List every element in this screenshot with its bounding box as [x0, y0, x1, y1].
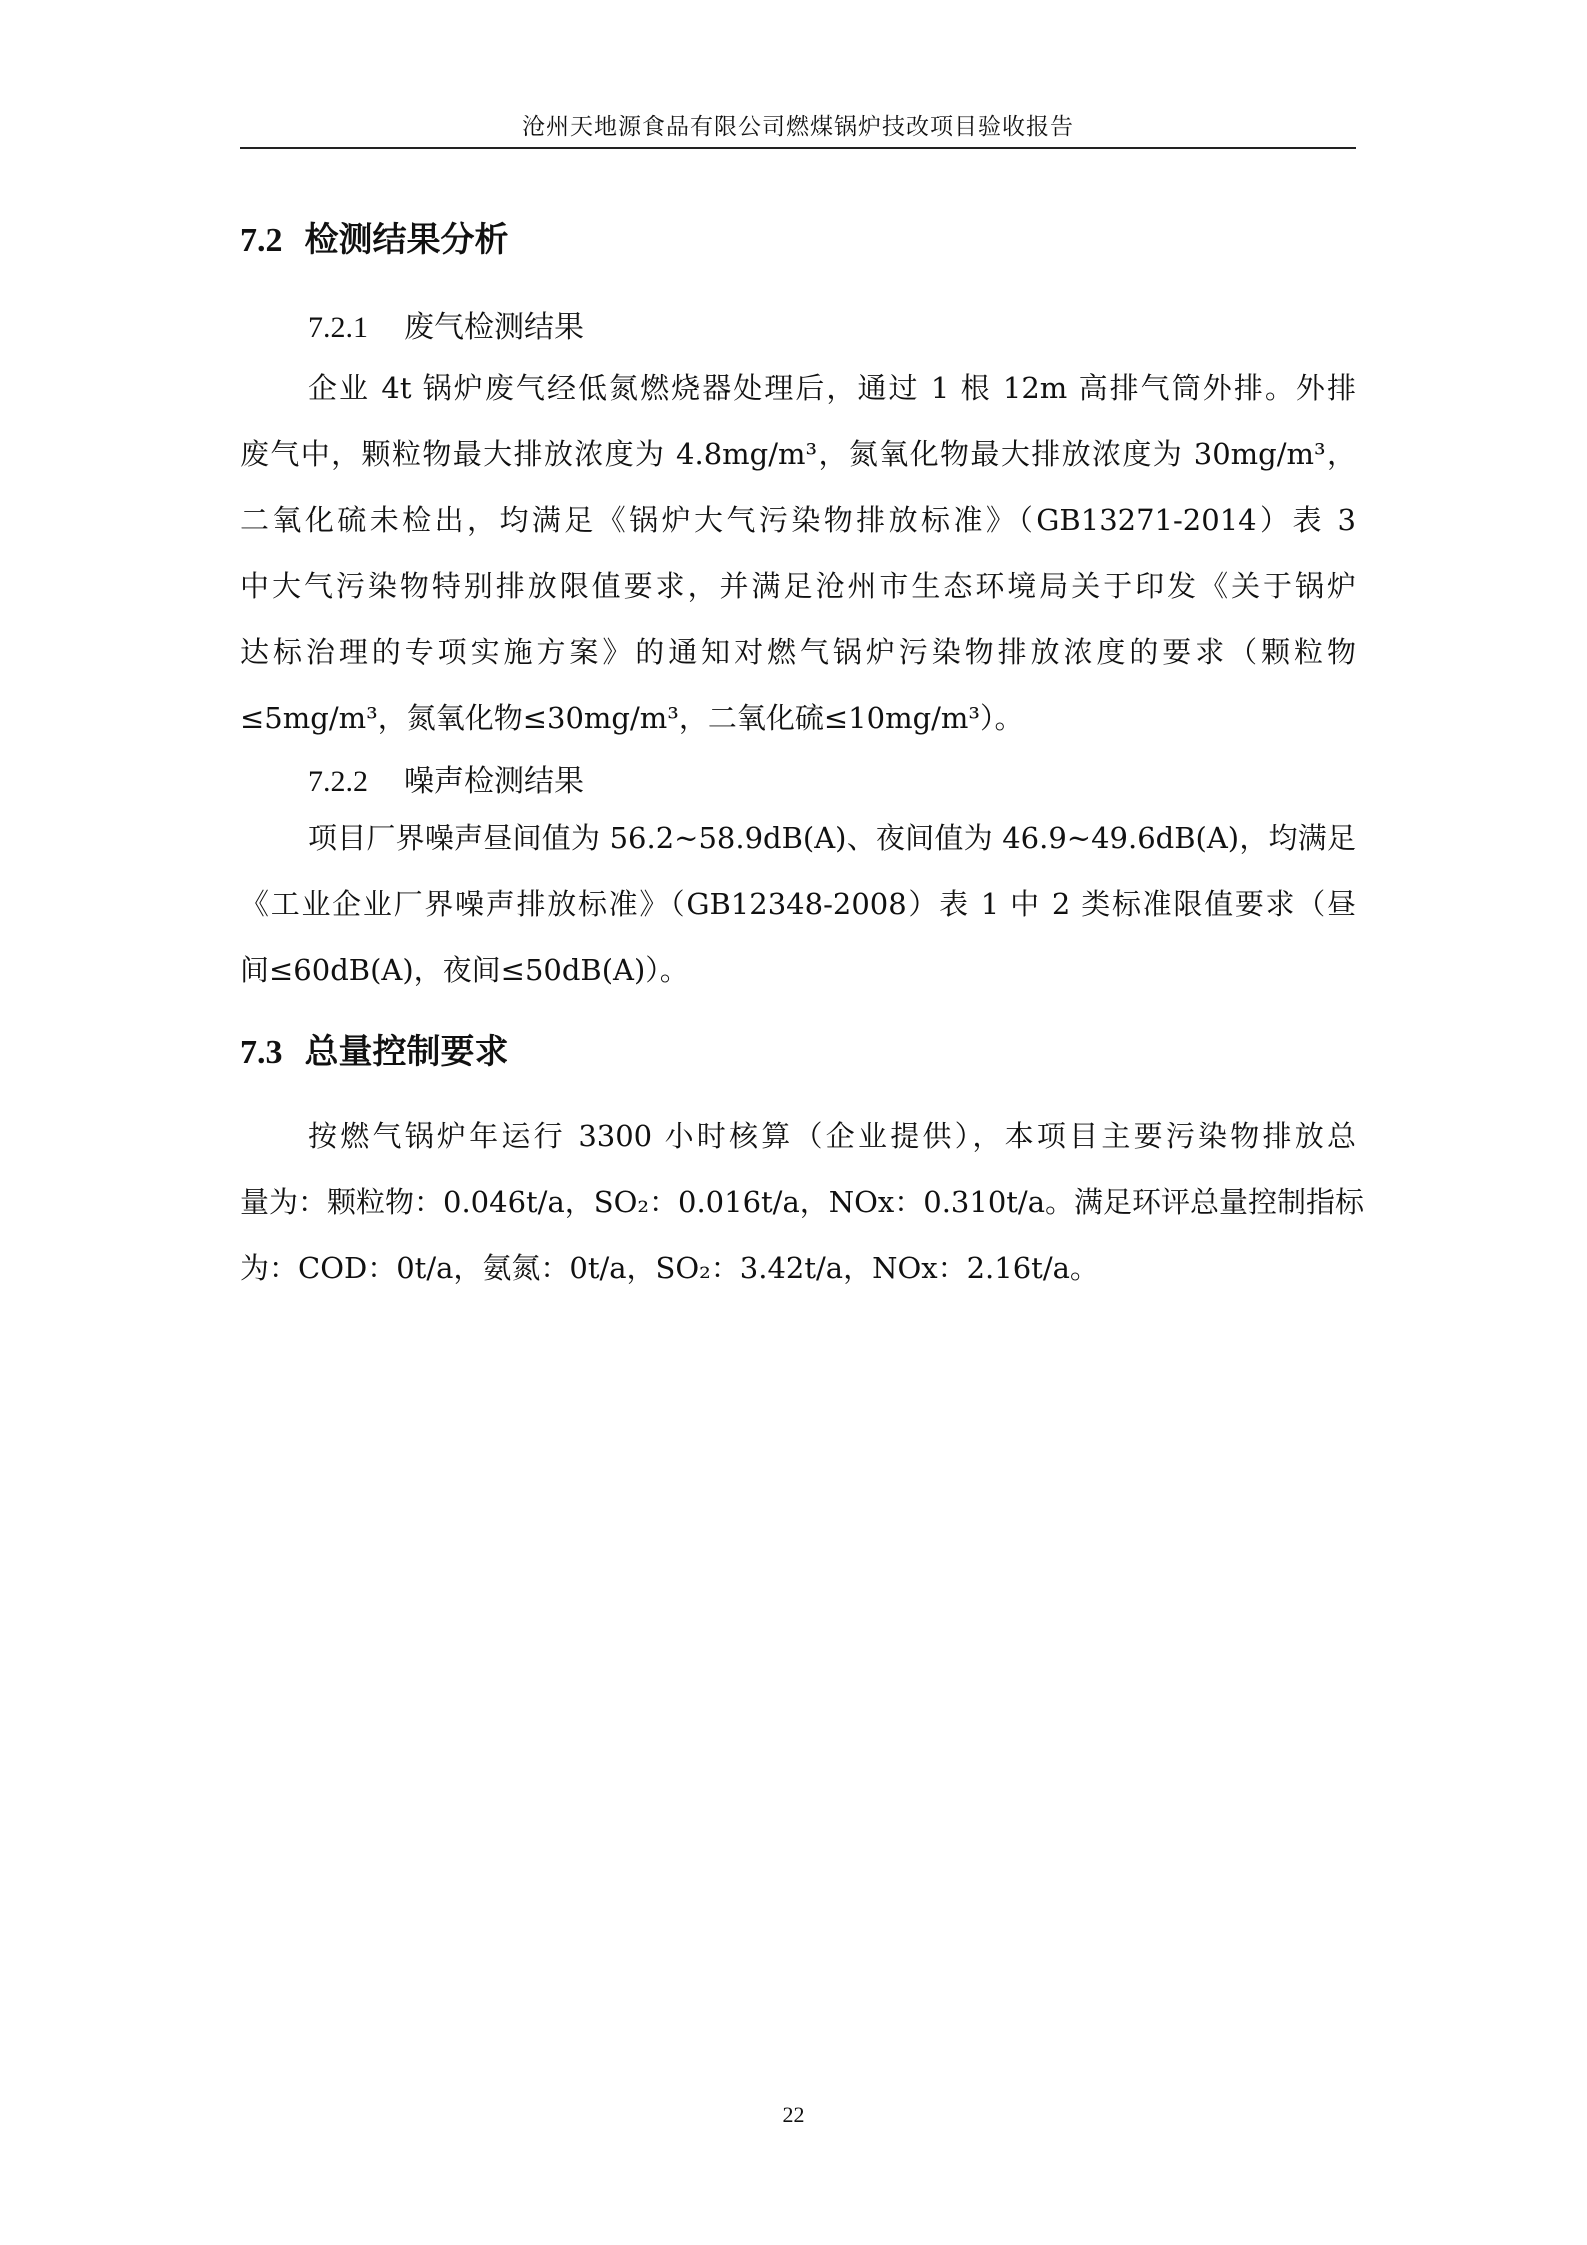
- paragraph-line: ≤5mg/m³，氮氧化物≤30mg/m³，二氧化硫≤10mg/m³）。: [240, 701, 1024, 735]
- section-heading-7-2: [240, 212, 1356, 261]
- paragraph-line: 二氧化硫未检出，均满足《锅炉大气污染物排放标准》（GB13271-2014）表 3: [240, 503, 1356, 537]
- subsection-title: 废气检测结果: [404, 310, 584, 345]
- page-number: 22: [782, 2102, 805, 2127]
- paragraph-line: 为：COD：0t/a，氨氮：0t/a，SO₂：3.42t/a，NOx：2.16t/a。: [240, 1251, 1099, 1285]
- section-heading-7-3: [240, 1024, 1356, 1073]
- paragraph-line: 《工业企业厂界噪声排放标准》（GB12348-2008）表 1 中 2 类标准限值要求（昼: [240, 887, 1356, 921]
- subheading-7-2-2: [308, 756, 1356, 800]
- paragraph-line: 达标治理的专项实施方案》的通知对燃气锅炉污染物排放浓度的要求（颗粒物: [240, 635, 1356, 669]
- paragraph-line: 间≤60dB(A)，夜间≤50dB(A)）。: [240, 953, 689, 987]
- paragraph-line: 中大气污染物特别排放限值要求，并满足沧州市生态环境局关于印发《关于锅炉: [240, 569, 1356, 603]
- subsection-number: 7.2.2: [308, 765, 368, 798]
- header-divider: [240, 147, 1356, 149]
- subsection-number: 7.2.1: [308, 311, 368, 344]
- section-title: 总量控制要求: [304, 1032, 509, 1072]
- section-number: 7.2: [240, 222, 283, 259]
- page-header-title: 沧州天地源食品有限公司燃煤锅炉技改项目验收报告: [522, 114, 1074, 140]
- section-title: 检测结果分析: [304, 220, 509, 260]
- subheading-7-2-1: [308, 302, 1356, 346]
- paragraph-line: 项目厂界噪声昼间值为 56.2~58.9dB(A)、夜间值为 46.9~49.6dB(A)，均满足: [308, 821, 1356, 855]
- paragraph-line: 企业 4t 锅炉废气经低氮燃烧器处理后，通过 1 根 12m 高排气筒外排。外排: [308, 371, 1356, 405]
- section-number: 7.3: [240, 1034, 283, 1071]
- paragraph-line: 量为：颗粒物：0.046t/a，SO₂：0.016t/a，NOx：0.310t/a。满足环评总量控制指标: [240, 1185, 1364, 1219]
- subsection-title: 噪声检测结果: [404, 764, 584, 799]
- paragraph-line: 按燃气锅炉年运行 3300 小时核算（企业提供），本项目主要污染物排放总: [308, 1119, 1356, 1153]
- paragraph-line: 废气中，颗粒物最大排放浓度为 4.8mg/m³，氮氧化物最大排放浓度为 30mg/m³，: [240, 437, 1356, 471]
